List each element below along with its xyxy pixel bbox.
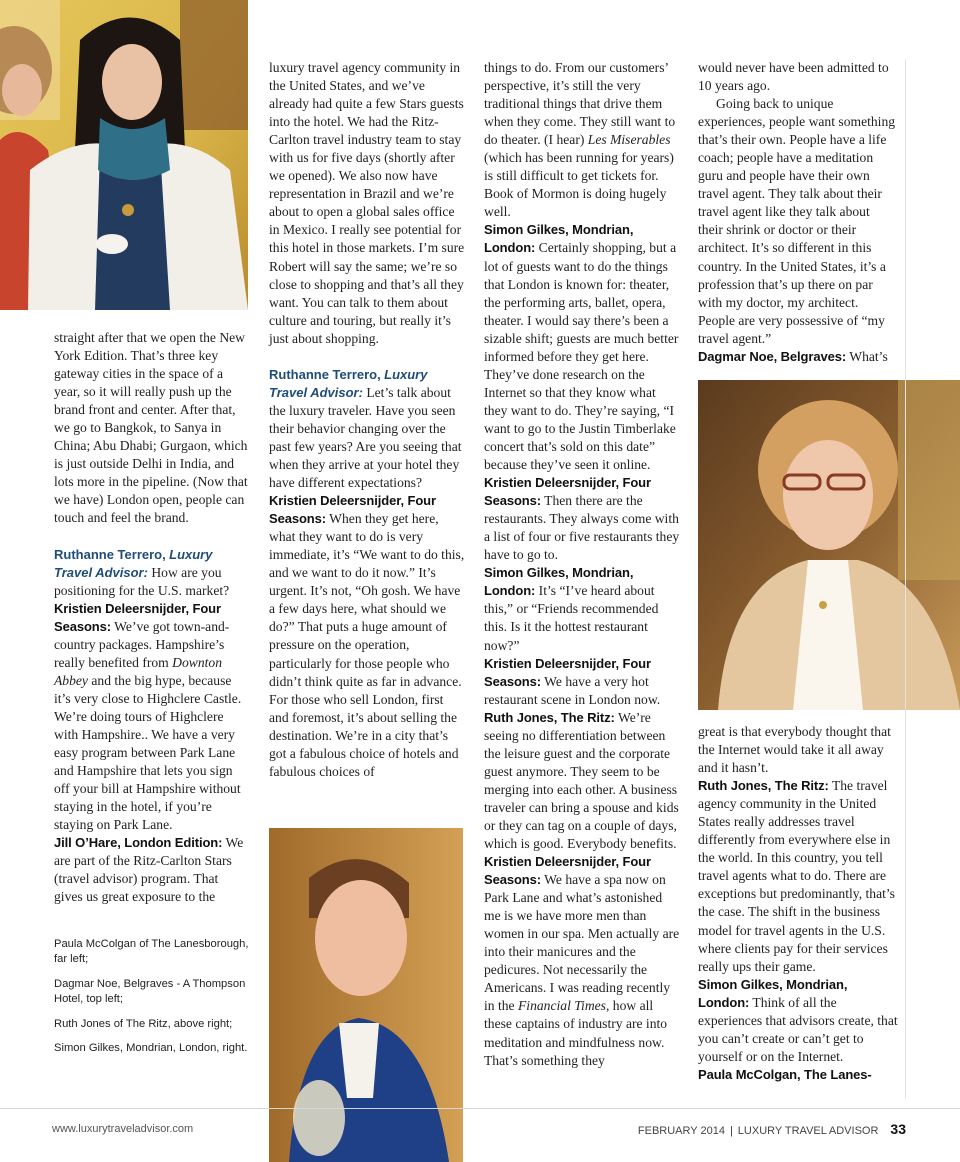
speaker-label: Simon Gilkes, Mondrian, London: bbox=[698, 976, 848, 1010]
magazine-name: LUXURY TRAVEL ADVISOR bbox=[737, 1125, 879, 1137]
column-4-top bbox=[698, 59, 898, 366]
speaker-label: Ruth Jones, The Ritz: bbox=[698, 778, 829, 794]
photo-simon-gilkes bbox=[269, 828, 463, 1162]
col2-paragraph-1: luxury travel agency community in the United States, and we’ve already had quite a few Stars guests into the hotel. We had the Ritz-Carlton travel industry team to stay with us for five days (shortly after we opened). We also now have representation in Brazil and we’re about to open a global sales office in Mexico. I really see potential for this hotel in those markets. I’m sure Robert will say the same; we’re so close to shopping and that’s all they want. You can talk to them about culture and touring, but really it’s just about shopping. bbox=[269, 60, 465, 346]
question-publication: Luxury Travel Advisor: bbox=[54, 546, 213, 580]
caption-line: Paula McColgan of The Lanesborough, far left; bbox=[54, 938, 249, 966]
answer-text: It’s “I’ve heard about this,” or “Friends recommended this. Is it the hottest restaurant now?” bbox=[484, 583, 659, 653]
answer-text: We have a very hot restaurant scene in London now. bbox=[484, 673, 661, 707]
answer-text: Think of all the experiences that advisors create, that you can’t create or can’t get to yourself or on the Internet. bbox=[698, 994, 898, 1064]
show-title: Downton Abbey bbox=[54, 654, 222, 688]
speaker-label: Dagmar Noe, Belgraves: bbox=[698, 348, 847, 364]
speaker-label: Kristien Deleersnijder, Four Seasons: bbox=[269, 493, 436, 527]
col1-paragraph-1: straight after that we open the New York Edition. That’s three key gateway cities in the space of a year, so it will really push up the brand front and center. After that, we go to Bangkok, to Sanya in China; Abu Dhabi; Gurgaon, which is just outside Delhi in India, and lots more in the pipeline. (Now that we have) London open, people can touch and feel the brand. bbox=[54, 330, 248, 526]
question-interviewer-name: Ruthanne Terrero, bbox=[269, 366, 381, 382]
column-divider bbox=[905, 59, 906, 1099]
page-number: 33 bbox=[890, 1121, 906, 1137]
answer-text: Then there are the restaurants. They always come with a list of four or five restaurants they have to go to. bbox=[484, 493, 680, 563]
question-interviewer-name: Ruthanne Terrero, bbox=[54, 546, 166, 562]
speaker-label: Simon Gilkes, Mondrian, London: bbox=[484, 565, 634, 599]
question-text: How are you positioning for the U.S. market? bbox=[54, 564, 230, 598]
caption-line: Dagmar Noe, Belgraves - A Thompson Hotel, top left; bbox=[54, 977, 246, 1006]
photo-two-women bbox=[0, 0, 248, 310]
footer-folio bbox=[638, 1121, 906, 1137]
paragraph-text: great is that everybody thought that the Internet would take it all away and it hasn’t. bbox=[698, 724, 891, 776]
paragraph-text: Going back to unique experiences, people want something that’s their own. People have a life coach; people have a meditation guru and people have their own travel agent. They talk about their travel agent like they talk about their shrink or doctor or their architect. It’s so different in this country. In the United States, it’s a profession that’s up there on par with my doctor, my architect. People are very possessive of “my travel agent.” bbox=[698, 96, 896, 346]
show-title: Les Miserables bbox=[587, 132, 671, 148]
answer-text: Certainly shopping, but a lot of guests want to do the things that London is known for: theater, the performing arts, ballet, opera, theater. I would say there’s been a sizable shift; guests are much better informed before they get here. They’ve done research on the Internet so that they know what they want to do. They’re saying, “I want to go to the Justin Timberlake concert that’s sold on this date” because they’ve seen it online. bbox=[484, 240, 679, 473]
issue-date: FEBRUARY 2014 bbox=[637, 1125, 725, 1137]
speaker-label: Kristien Deleersnijder, Four Seasons: bbox=[484, 475, 651, 509]
paragraph-text: things to do. From our customers’ perspective, it’s still the very traditional things that drive them when they come. They still want to do theater. (I hear) bbox=[484, 60, 676, 148]
speaker-label: Kristien Deleersnijder, Four Seasons: bbox=[54, 600, 221, 634]
folio-separator: | bbox=[729, 1125, 733, 1137]
photo-dagmar-noe bbox=[698, 380, 960, 710]
speaker-label: Kristien Deleersnijder, Four Seasons: bbox=[484, 854, 651, 888]
answer-text: and the big hype, because it’s very close to Highclere Castle. We’re doing tours of Highclere with Hampshire.. We have a very easy program between Park Lane and Hampshire that lets you sign off your bill at Hampshire without staying in the hotel, if you’re staying on Park Lane. bbox=[54, 672, 242, 833]
column-3 bbox=[484, 59, 680, 1070]
column-4-bottom bbox=[698, 723, 898, 1084]
footer-divider bbox=[0, 1108, 960, 1109]
paragraph-text: (which has been running for years) is still difficult to get tickets for. Book of Mormon is doing hugely well. bbox=[484, 150, 674, 220]
answer-text: , how all these captains of industry are into meditation and mindfulness now. That’s something they bbox=[484, 998, 668, 1068]
photo-two-women-image bbox=[0, 0, 248, 310]
photo-caption bbox=[54, 937, 254, 1065]
speaker-label: Paula McColgan, The Lanes- bbox=[698, 1066, 872, 1082]
question-publication: Luxury Travel Advisor: bbox=[269, 366, 428, 400]
column-1 bbox=[54, 329, 250, 906]
speaker-label: Simon Gilkes, Mondrian, London: bbox=[484, 222, 634, 256]
answer-text: What’s bbox=[846, 348, 888, 364]
photo-dagmar-noe-image bbox=[698, 380, 960, 710]
column-2 bbox=[269, 59, 465, 781]
speaker-label: Kristien Deleersnijder, Four Seasons: bbox=[484, 655, 651, 689]
caption-line: Ruth Jones of The Ritz, above right; bbox=[54, 1017, 233, 1030]
answer-text: The travel agency community in the United States really addresses travel differently from everywhere else in the world. In this country, you tell travel agents what to do. There are exceptions but predominantly, that’s the case. The shift in the business model for travel agents in the U.S. where clients pay for their services really ups their game. bbox=[698, 778, 895, 974]
answer-text: We have a spa now on Park Lane and what’s astonished me is we have more men than women in our spa. Men actually are into their manicures and the pedicures. Not necessarily the Americans. I was reading recently in the bbox=[484, 872, 680, 1014]
caption-line: Simon Gilkes, Mondrian, London, right. bbox=[54, 1042, 248, 1055]
paragraph-text: would never have been admitted to 10 years ago. bbox=[698, 60, 889, 94]
answer-text: We’re seeing no differentiation between the leisure guest and the corporate guest anymore. They seem to be merging into each other. A business traveler can bring a spouse and kids or they can tag on a couple of days, which is good. Everybody benefits. bbox=[484, 709, 679, 852]
answer-text: When they get here, what they want to do is very immediate, it’s “We want to do this, and we want to do it now.” It’s urgent. It’s not, “Oh gosh. We have a few days here, what should we do?” That puts a huge amount of pressure on the operation, particularly for those people who didn’t think quite as far in advance. For those who sell London, first and foremost, it’s about selling the destination. We’re in a city that’s got a fabulous choice of hotels and fabulous choices of bbox=[269, 511, 465, 779]
speaker-label: Ruth Jones, The Ritz: bbox=[484, 709, 615, 725]
photo-simon-gilkes-image bbox=[269, 828, 463, 1162]
answer-text: We are part of the Ritz-Carlton Stars (travel advisor) program. That gives us great exposure to the bbox=[54, 835, 244, 905]
answer-text: We’ve got town-and-country packages. Hampshire’s really benefited from bbox=[54, 618, 230, 670]
footer-website-url: www.luxurytraveladvisor.com bbox=[52, 1123, 194, 1135]
publication-title: Financial Times bbox=[517, 998, 606, 1014]
question-text: Let’s talk about the luxury traveler. Have you seen their behavior changing over the past few years? Are you seeing that when they arrive at your hotel they have different expectations? bbox=[269, 384, 462, 491]
speaker-label: Jill O’Hare, London Edition: bbox=[54, 835, 223, 851]
